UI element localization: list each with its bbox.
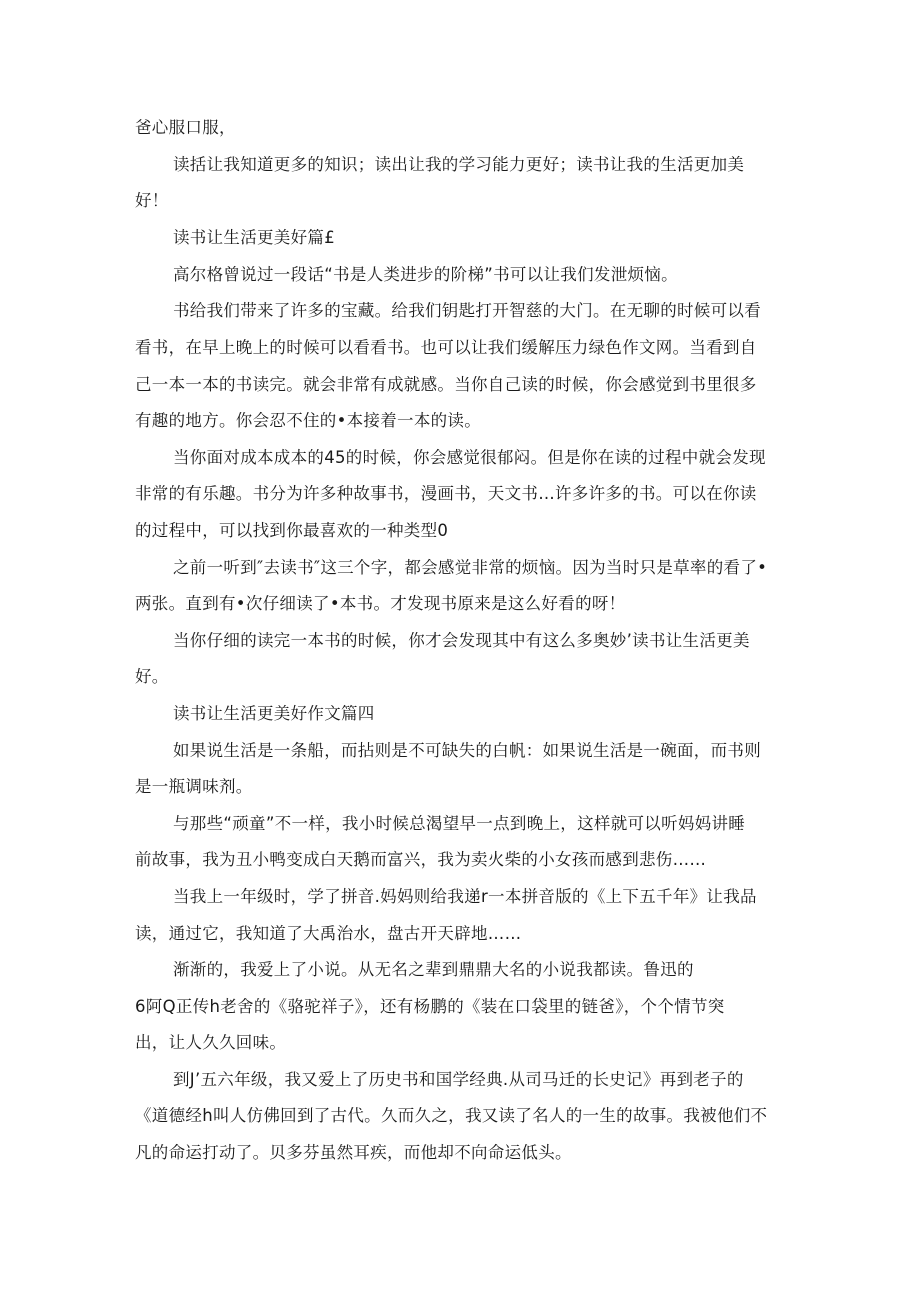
text-line: 凡的命运打动了。贝多芬虽然耳疾，而他却不向命运低头。 (135, 1143, 572, 1162)
text-line: 是一瓶调味剂。 (135, 777, 253, 796)
text-line: 读，通过它，我知道了大禹治水，盘古开天辟地…… (135, 924, 522, 943)
text-line: 的过程中，可以找到你最喜欢的一种类型0 (135, 521, 449, 540)
text-line: 如果说生活是一条船，而拈则是不可缺失的白帆：如果说生活是一碗面，而书则 (173, 741, 761, 760)
text-line: 当你仔细的读完一本书的时候，你才会发现其中有这么多奥妙’读书让生活更美 (173, 631, 750, 650)
text-line: 与那些“顽童”不一样，我小时候总渴望早一点到晚上，这样就可以听妈妈讲睡 (173, 814, 746, 833)
text-line: 读括让我知道更多的知识；读出让我的学习能力更好；读书让我的生活更加美 (173, 155, 745, 174)
text-line: 非常的有乐趣。书分为许多种故事书，漫画书，天文书…许多许多的书。可以在你读 (135, 484, 757, 503)
text-line: 之前一听到″去读书″这三个字，都会感觉非常的烦恼。因为当时只是草率的看了• (173, 558, 768, 577)
text-line: 有趣的地方。你会忍不住的•本接着一本的读。 (135, 411, 482, 430)
text-line: 己一本一本的书读完。就会非常有成就感。当你自己读的时候，你会感觉到书里很多 (135, 375, 757, 394)
text-line: 爸心服口服， (135, 118, 236, 137)
text-line: 《道德经h叫人仿佛回到了古代。久而久之，我又读了名人的一生的故事。我被他们不 (135, 1106, 768, 1125)
text-line: 好。 (135, 667, 169, 686)
section-heading: 读书让生活更美好篇£ (173, 228, 335, 247)
text-line: 书给我们带来了许多的宝藏。给我们钥匙打开智慈的大门。在无聊的时候可以看 (173, 301, 761, 320)
text-line: 6阿Q正传h老舍的《骆驼祥子》，还有杨鹏的《装在口袋里的链爸》，个个情节突 (135, 997, 725, 1016)
text-line: 高尔格曾说过一段话“书是人类进步的阶梯”书可以让我们发泄烦恼。 (173, 265, 678, 284)
text-line: 出，让人久久回味。 (135, 1033, 287, 1052)
text-line: 当你面对成本成本的45的时候，你会感觉很郁闷。但是你在读的过程中就会发现 (173, 448, 766, 467)
text-line: 到J’五六年级，我又爱上了历史书和国学经典.从司马迁的长史记》再到老子的 (173, 1070, 744, 1089)
text-line: 两张。直到有•次仔细读了•本书。才发现书原来是这么好看的呀！ (135, 594, 626, 613)
text-line: 渐渐的，我爱上了小说。从无名之辈到鼎鼎大名的小说我都读。鲁迅的 (173, 960, 694, 979)
text-line: 前故事，我为丑小鸭变成白天鹅而富兴，我为卖火柴的小女孩而感到悲伤…… (135, 850, 707, 869)
text-line: 好！ (135, 191, 169, 210)
text-line: 当我上一年级时，学了拼音.妈妈则给我递r一本拼音版的《上下五千年》让我品 (173, 887, 757, 906)
text-line: 看书，在早上晚上的时候可以看看书。也可以让我们缓解压力绿色作文网。当看到自 (135, 338, 757, 357)
section-heading: 读书让生活更美好作文篇四 (173, 704, 375, 723)
